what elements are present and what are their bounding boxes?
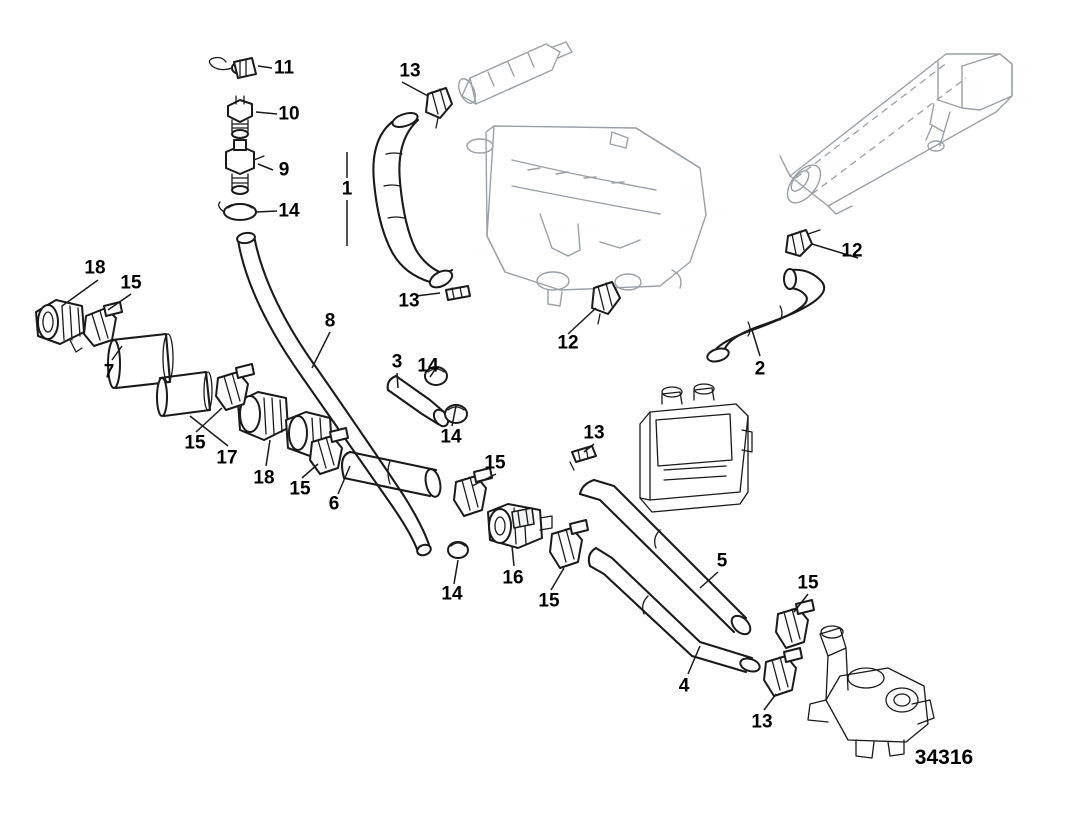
callout-18: 18 — [253, 467, 275, 489]
ghost-pump-assembly — [808, 626, 934, 758]
part-2-hose-upper-right — [706, 269, 824, 364]
callout-13: 13 — [751, 711, 773, 733]
callout-13: 13 — [399, 60, 421, 82]
callout-15: 15 — [538, 590, 560, 612]
drawing-number: 34316 — [914, 746, 974, 769]
callout-16: 16 — [502, 567, 524, 589]
callout-15: 15 — [797, 572, 819, 594]
callout-9: 9 — [278, 159, 290, 181]
part-1-hose-upper-left — [373, 110, 454, 291]
part-16-connector-quick — [488, 504, 552, 548]
part-13-clamp-spring-b — [446, 286, 470, 300]
part-10-fitting-plug — [228, 96, 252, 138]
callout-13: 13 — [583, 422, 605, 444]
part-13-clamp-spring-c — [570, 446, 596, 470]
part-4-hose-lower-long — [589, 548, 762, 674]
callout-15: 15 — [484, 452, 506, 474]
callout-12: 12 — [841, 240, 863, 262]
callout-1: 1 — [341, 178, 353, 200]
callout-14: 14 — [440, 426, 462, 448]
callout-6: 6 — [328, 493, 340, 515]
part-14-cap-plug-a — [219, 202, 256, 220]
leader-lines — [62, 66, 858, 710]
ghost-cylinder-top-right — [780, 54, 1012, 214]
callout-18: 18 — [84, 257, 106, 279]
callout-15: 15 — [184, 432, 206, 454]
part-11-cap-tether — [209, 58, 256, 79]
ghost-tube-top-center — [455, 42, 572, 106]
callout-4: 4 — [678, 675, 690, 697]
callout-13: 13 — [398, 290, 420, 312]
callout-8: 8 — [324, 310, 336, 332]
part-14-cap-plug-d — [448, 542, 468, 558]
callout-14: 14 — [278, 200, 300, 222]
callout-15: 15 — [120, 272, 142, 294]
part-6-hose-straight-mid — [342, 452, 443, 498]
part-13-clamp-spring-a — [426, 88, 452, 128]
callout-10: 10 — [278, 103, 300, 125]
ghost-reservoir — [640, 384, 752, 512]
part-15-clamp-worm-gear-d — [454, 468, 492, 516]
callout-7: 7 — [103, 361, 115, 383]
callout-17: 17 — [216, 447, 238, 469]
part-12-clamp-spring-a — [786, 230, 820, 256]
callout-5: 5 — [716, 550, 728, 572]
part-15-clamp-worm-gear-g — [764, 648, 802, 696]
callout-15: 15 — [289, 478, 311, 500]
part-9-fitting-valve — [226, 140, 264, 194]
part-18-fitting-threaded-left — [36, 300, 84, 352]
callout-14: 14 — [417, 355, 439, 377]
callout-2: 2 — [754, 358, 766, 380]
part-15-clamp-worm-gear-e — [550, 520, 588, 568]
part-15-clamp-worm-gear-f — [776, 600, 814, 648]
callout-12: 12 — [557, 332, 579, 354]
callout-11: 11 — [273, 57, 295, 79]
callout-14: 14 — [441, 583, 463, 605]
part-12-clamp-spring-b — [592, 282, 620, 324]
ghost-engine-manifold — [467, 126, 706, 306]
callout-3: 3 — [391, 351, 403, 373]
